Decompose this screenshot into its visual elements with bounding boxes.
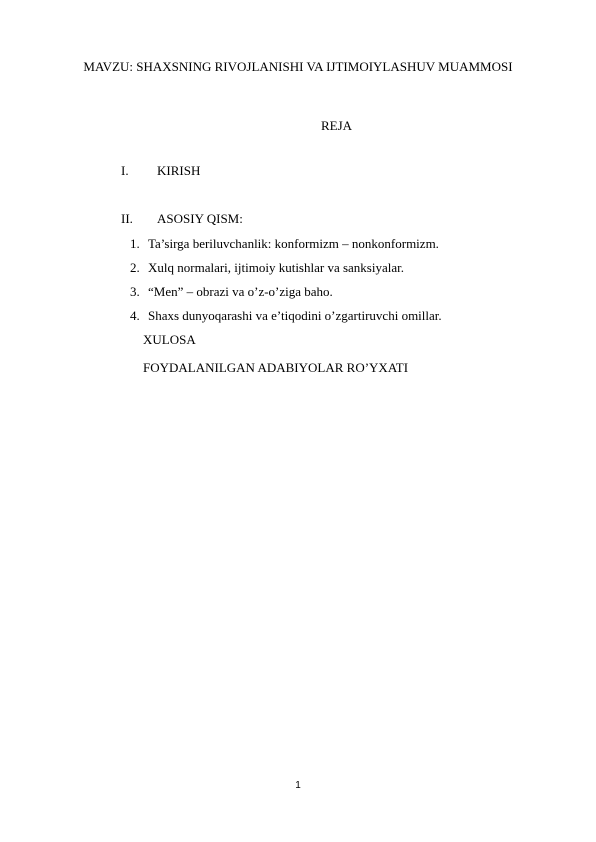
plan-heading: REJA <box>321 118 353 133</box>
conclusion-heading: XULOSA <box>143 332 196 347</box>
document-title: MAVZU: SHAXSNING RIVOJLANISHI VA IJTIMOIYLASHUV MUAMMOSI <box>83 59 513 74</box>
section-number-2: II. <box>121 211 133 226</box>
subsection-label-1: Ta’sirga beriluvchanlik: konformizm – nonkonformizm. <box>148 236 439 251</box>
subsection-number-3: 3. <box>130 284 140 299</box>
section-number-1: I. <box>121 163 129 178</box>
section-label-introduction: KIRISH <box>157 163 201 178</box>
section-label-main-part: ASOSIY QISM: <box>157 211 243 226</box>
references-heading: FOYDALANILGAN ADABIYOLAR RO’YXATI <box>143 360 409 375</box>
subsection-label-2: Xulq normalari, ijtimoiy kutishlar va sanksiyalar. <box>148 260 404 275</box>
page-number: 1 <box>295 780 301 791</box>
subsection-label-3: “Men” – obrazi va o’z-o’ziga baho. <box>148 284 333 299</box>
subsection-number-4: 4. <box>130 308 140 323</box>
subsection-label-4: Shaxs dunyoqarashi va e’tiqodini o’zgartiruvchi omillar. <box>148 308 442 323</box>
subsection-number-2: 2. <box>130 260 140 275</box>
subsection-number-1: 1. <box>130 236 140 251</box>
